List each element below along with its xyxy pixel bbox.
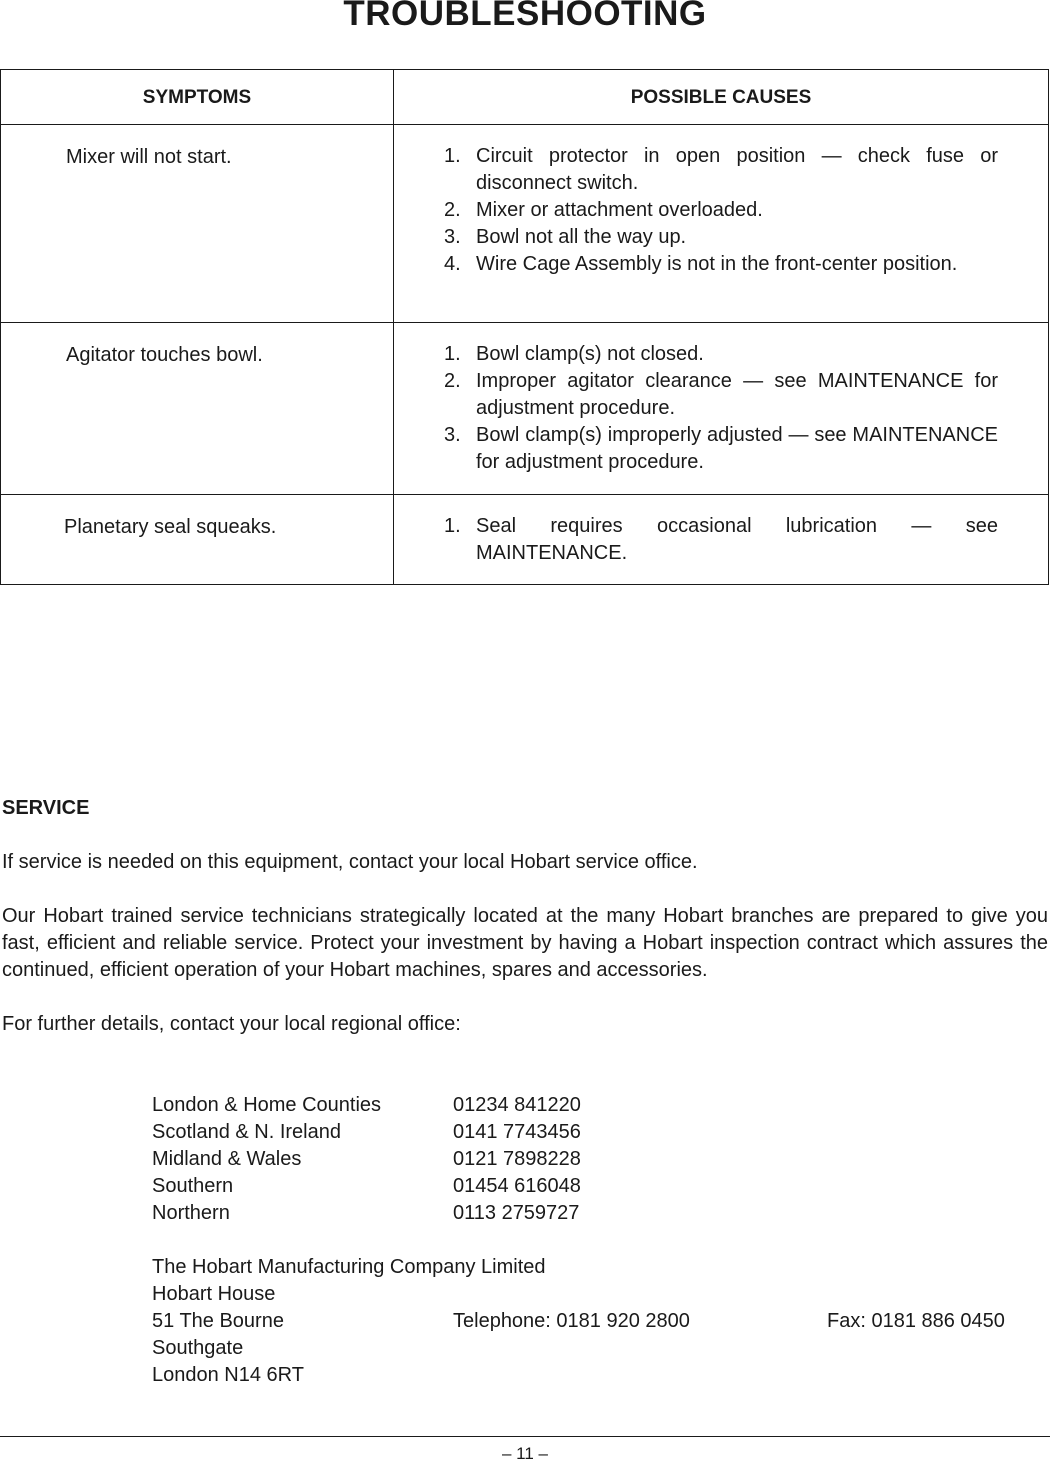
cause-item	[394, 341, 998, 368]
service-further-paragraph: For further details, contact your local regional office:	[2, 1013, 461, 1035]
cause-number: 1.	[444, 515, 461, 537]
table-header-row	[1, 70, 1049, 125]
address-line: 51 The Bourne	[152, 1310, 284, 1332]
cause-item	[394, 368, 998, 422]
regional-offices-list	[152, 1092, 581, 1227]
company-telephone: Telephone: 0181 920 2800	[453, 1310, 690, 1332]
causes-list	[394, 495, 1048, 567]
service-heading: SERVICE	[2, 797, 90, 819]
footer-divider	[0, 1436, 1050, 1437]
table-row	[1, 495, 1049, 585]
cause-number: 3.	[444, 226, 461, 248]
page-number: – 11 –	[501, 1444, 548, 1463]
office-region: London & Home Counties	[152, 1094, 382, 1116]
symptom-cell: Planetary seal squeaks.	[64, 516, 277, 538]
address-line: Southgate	[152, 1337, 244, 1359]
list-item	[152, 1119, 581, 1146]
cause-text: Improper agitator clearance — see MAINTENANCE for adjustment procedure.	[476, 370, 998, 419]
list-item	[152, 1146, 581, 1173]
list-item	[152, 1200, 581, 1227]
cause-text: Wire Cage Assembly is not in the front-center position.	[476, 253, 958, 275]
service-intro-paragraph: If service is needed on this equipment, contact your local Hobart service office.	[2, 851, 698, 873]
list-item	[152, 1092, 581, 1119]
cause-text: Mixer or attachment overloaded.	[476, 199, 763, 221]
causes-list	[394, 125, 1048, 278]
cause-item	[394, 513, 998, 567]
cause-number: 2.	[444, 370, 461, 392]
office-region: Southern	[152, 1175, 234, 1197]
cause-text: Bowl clamp(s) not closed.	[476, 343, 704, 365]
company-name: The Hobart Manufacturing Company Limited	[152, 1256, 546, 1278]
cause-item	[394, 422, 998, 476]
symptom-cell: Agitator touches bowl.	[66, 344, 263, 366]
cause-number: 2.	[444, 199, 461, 221]
cause-text: Seal requires occasional lubrication — see MAINTENANCE.	[476, 515, 998, 564]
cause-number: 1.	[444, 145, 461, 167]
causes-list	[394, 323, 1048, 476]
cause-number: 1.	[444, 343, 461, 365]
table-row	[1, 323, 1049, 495]
cause-number: 3.	[444, 424, 461, 446]
cause-item	[394, 143, 998, 197]
list-item	[152, 1173, 581, 1200]
office-region: Midland & Wales	[152, 1148, 302, 1170]
cause-item	[394, 224, 998, 251]
cause-text: Bowl not all the way up.	[476, 226, 687, 248]
office-phone: 0121 7898228	[453, 1148, 581, 1170]
service-section	[2, 795, 1048, 1386]
symptoms-header: SYMPTOMS	[1, 70, 394, 125]
page-title: TROUBLESHOOTING	[343, 0, 707, 33]
address-line: London N14 6RT	[152, 1364, 304, 1386]
cause-number: 4.	[444, 253, 461, 275]
possible-causes-header: POSSIBLE CAUSES	[394, 70, 1049, 125]
cause-text: Bowl clamp(s) improperly adjusted — see MAINTENANCE for adjustment procedure.	[476, 424, 998, 473]
office-phone: 01454 616048	[453, 1175, 581, 1197]
cause-text: Circuit protector in open position — check fuse or disconnect switch.	[476, 145, 998, 194]
company-fax: Fax: 0181 886 0450	[827, 1310, 1005, 1332]
address-contact-line	[152, 1308, 1005, 1335]
table-row	[1, 125, 1049, 323]
symptom-cell: Mixer will not start.	[66, 146, 232, 168]
office-phone: 0113 2759727	[453, 1202, 580, 1224]
office-phone: 01234 841220	[453, 1094, 581, 1116]
cause-item	[394, 197, 998, 224]
cause-item	[394, 251, 998, 278]
office-region: Northern	[152, 1202, 230, 1224]
address-line: Hobart House	[152, 1283, 276, 1305]
office-region: Scotland & N. Ireland	[152, 1121, 341, 1143]
office-phone: 0141 7743456	[453, 1121, 581, 1143]
company-address-block	[152, 1254, 1005, 1389]
troubleshooting-table	[0, 69, 1049, 585]
service-body-paragraph: Our Hobart trained service technicians strategically located at the many Hobart branches are prepared to give you fast, efficient and reliable service. Protect your investment by having a Hobart inspection contract which assures the continued, efficient operation of your Hobart machines, spares and accessories.	[2, 905, 1048, 981]
